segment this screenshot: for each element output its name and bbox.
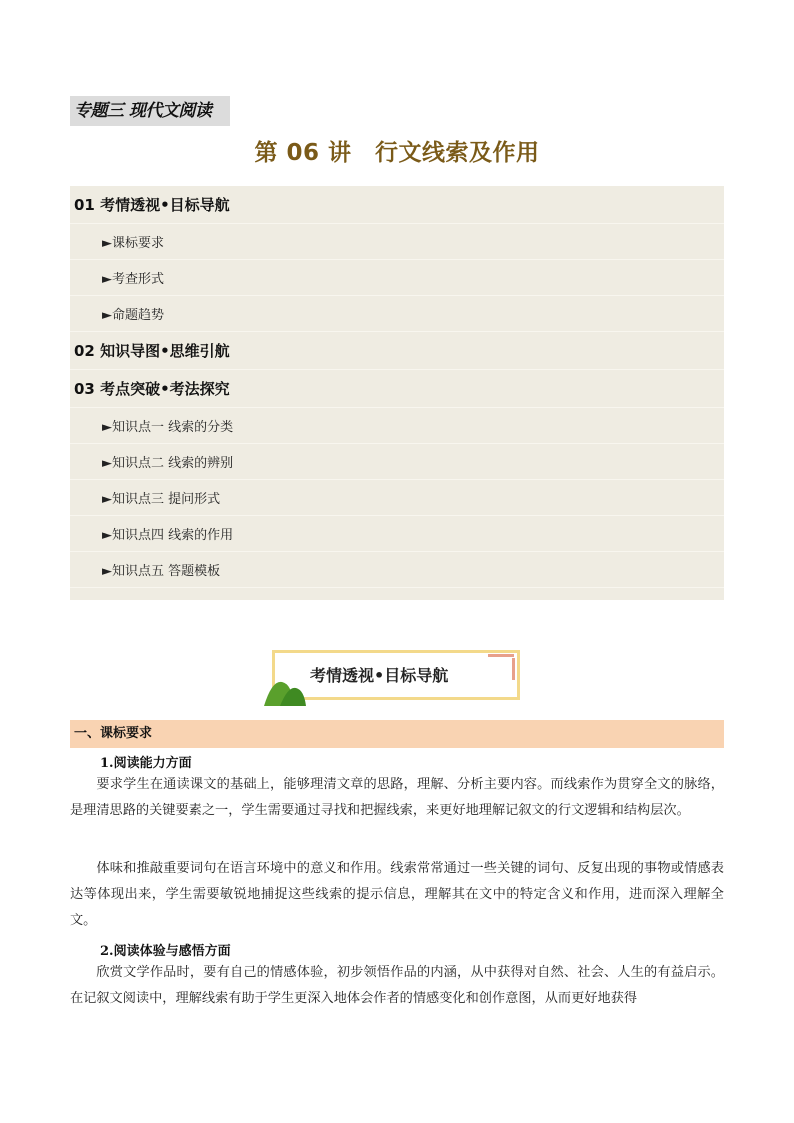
banner-accent-side (512, 658, 515, 680)
toc-item-point-2[interactable]: ►知识点二 线索的辨别 (70, 444, 724, 480)
paragraph-1: 要求学生在通读课文的基础上，能够理清文章的思路，理解、分析主要内容。而线索作为贯穿全文的脉络，是理清思路的关键要素之一，学生需要通过寻找和把握线索，来更好地理解记叙文的行文逻辑和结构层次。 (70, 777, 724, 818)
paragraph-3: 欣赏文学作品时，要有自己的情感体验，初步领悟作品的内涵，从中获得对自然、社会、人生的有益启示。在记叙文阅读中，理解线索有助于学生更深入地体会作者的情感变化和创作意图，从而更好地获得 (70, 965, 724, 1006)
subheading-reading-ability: 1.阅读能力方面 (100, 756, 192, 771)
toc-item-trend[interactable]: ►命题趋势 (70, 296, 724, 332)
lesson-title: 第 06 讲 行文线索及作用 (254, 140, 540, 166)
banner-accent-top (488, 654, 514, 657)
toc-item-point-5[interactable]: ►知识点五 答题模板 (70, 552, 724, 588)
section-banner (262, 648, 524, 706)
toc-item-point-1[interactable]: ►知识点一 线索的分类 (70, 408, 724, 444)
toc-item-point-3[interactable]: ►知识点三 提问形式 (70, 480, 724, 516)
toc-item-standards[interactable]: ►课标要求 (70, 224, 724, 260)
toc-item-format[interactable]: ►考查形式 (70, 260, 724, 296)
section-heading-standards: 一、课标要求 (70, 720, 724, 748)
subheading-reading-experience: 2.阅读体验与感悟方面 (100, 944, 231, 959)
toc-section-3[interactable]: 03 考点突破•考法探究 (70, 370, 724, 408)
toc-section-2[interactable]: 02 知识导图•思维引航 (70, 332, 724, 370)
toc-item-point-4[interactable]: ►知识点四 线索的作用 (70, 516, 724, 552)
paragraph-2: 体味和推敲重要词句在语言环境中的意义和作用。线索常常通过一些关键的词句、反复出现的事物或情感表达等体现出来，学生需要敏锐地捕捉这些线索的提示信息，理解其在文中的特定含义和作用，进而深入理解全文。 (70, 861, 724, 928)
banner-title: 考情透视•目标导航 (310, 666, 449, 685)
topic-label: 专题三 现代文阅读 (70, 96, 230, 126)
table-of-contents (70, 186, 724, 600)
mountain-icon (262, 672, 312, 706)
toc-section-1[interactable]: 01 考情透视•目标导航 (70, 186, 724, 224)
